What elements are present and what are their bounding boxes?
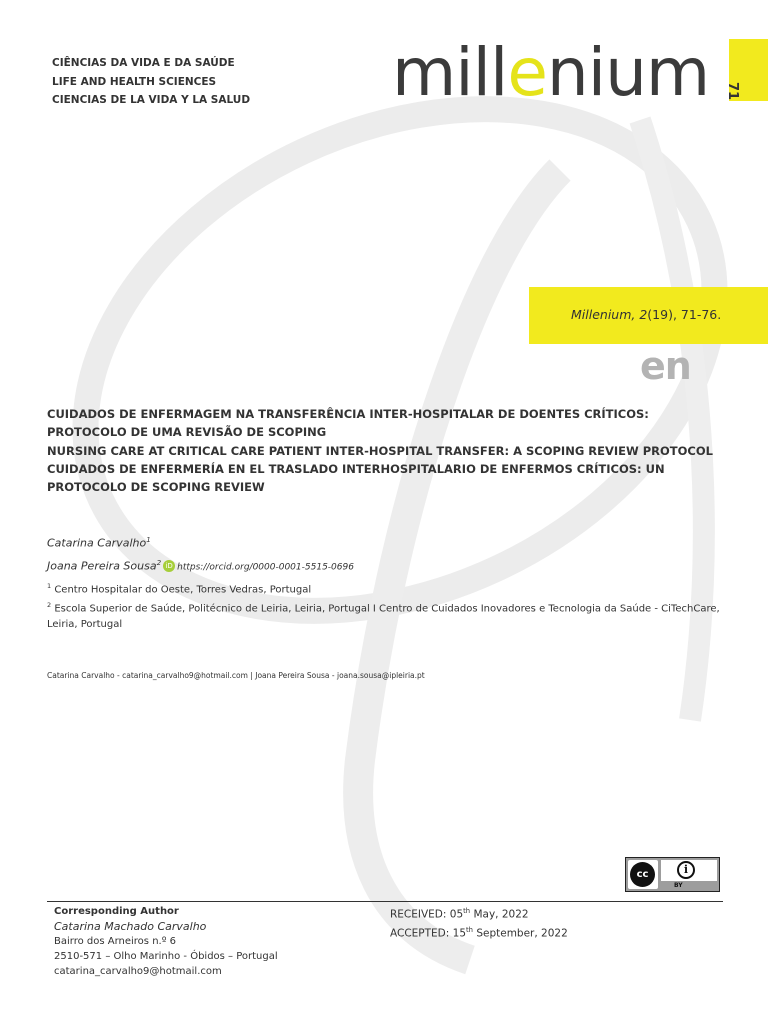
journal-logo: [392, 34, 710, 111]
corresponding-name: Catarina Machado Carvalho: [54, 920, 207, 933]
received-date: [390, 904, 568, 923]
title-es: CUIDADOS DE ENFERMERÍA EN EL TRASLADO INTERHOSPITALARIO DE ENFERMOS CRÍTICOS: UN PROTOCOLO DE SCOPING REVIEW: [47, 461, 665, 495]
orcid-icon[interactable]: iD: [163, 560, 175, 572]
subject-line-en: LIFE AND HEALTH SCIENCES: [52, 75, 217, 88]
cc-icon: cc: [630, 862, 655, 887]
corresponding-label: Corresponding Author: [54, 906, 179, 917]
accepted-prefix: ACCEPTED: 15: [390, 927, 466, 939]
affiliation-1-sup: 1: [47, 582, 52, 590]
received-prefix: RECEIVED: 05: [390, 908, 464, 921]
page-number: 71: [725, 82, 740, 101]
cc-license-badge[interactable]: [625, 857, 720, 892]
received-sup: th: [463, 907, 471, 915]
attribution-icon: i: [677, 861, 695, 879]
received-suffix: May, 2022: [470, 908, 529, 921]
logo-accent: e: [507, 34, 547, 111]
citation-issue: (19): [647, 307, 673, 322]
title-pt: CUIDADOS DE ENFERMAGEM NA TRANSFERÊNCIA INTER-HOSPITALAR DE DOENTES CRÍTICOS: PROTOCOLO DE UMA REVISÃO DE SCOPING: [47, 407, 649, 440]
corresponding-author: [54, 904, 278, 979]
affiliation-1: [47, 579, 737, 598]
affiliation-2-sup: 2: [47, 600, 52, 609]
affiliation-2-text: Escola Superior de Saúde, Politécnico de Leiria, Leiria, Portugal I Centro de Cuidados Inovadores e Tecnologia da Saúde - CiTechCare, Leiria, Portugal: [47, 603, 720, 630]
accepted-suffix: September, 2022: [473, 927, 568, 939]
author-1-sup: 1: [146, 535, 151, 544]
author-list: [47, 530, 354, 577]
footer-divider: [47, 901, 723, 902]
affiliation-2: [47, 598, 737, 632]
logo-part-1: mill: [392, 34, 508, 111]
affiliations: [47, 579, 737, 632]
cc-left-panel: [628, 860, 658, 889]
author-1: [47, 530, 354, 553]
accepted-date: [390, 923, 568, 942]
language-badge: en: [640, 344, 691, 388]
subject-area: [52, 54, 250, 110]
submission-dates: [390, 904, 568, 941]
article-titles: [47, 405, 727, 496]
accepted-sup: th: [466, 925, 473, 934]
title-en: NURSING CARE AT CRITICAL CARE PATIENT INTER-HOSPITAL TRANSFER: A SCOPING REVIEW PROTOCOL: [47, 443, 713, 458]
contact-emails: Catarina Carvalho - catarina_carvalho9@hotmail.com | Joana Pereira Sousa - joana.sousa@ipleiria.pt: [47, 671, 425, 680]
logo-part-2: nium: [546, 34, 710, 111]
citation-journal: Millenium, 2: [571, 307, 648, 322]
author-2-sup: 2: [156, 557, 162, 567]
citation-pages: , 71-76.: [672, 307, 722, 322]
subject-line-es: CIENCIAS DE LA VIDA Y LA SALUD: [52, 94, 251, 106]
author-1-name: Catarina Carvalho: [47, 536, 147, 550]
corresponding-address-2: 2510-571 – Olho Marinho - Óbidos – Portugal: [54, 951, 278, 962]
affiliation-1-text: Centro Hospitalar do Oeste, Torres Vedras, Portugal: [54, 584, 312, 596]
author-2: [47, 553, 354, 578]
cc-right-panel: [661, 860, 717, 881]
corresponding-email[interactable]: catarina_carvalho9@hotmail.com: [54, 966, 222, 977]
citation: [571, 307, 721, 322]
cc-by-label: BY: [674, 882, 683, 889]
orcid-link[interactable]: https://orcid.org/0000-0001-5515-0696: [177, 562, 354, 573]
corresponding-address-1: Bairro dos Arneiros n.º 6: [54, 936, 176, 947]
subject-line-pt: CIÊNCIAS DA VIDA E DA SAÚDE: [52, 57, 235, 69]
author-2-name: Joana Pereira Sousa: [47, 559, 157, 573]
